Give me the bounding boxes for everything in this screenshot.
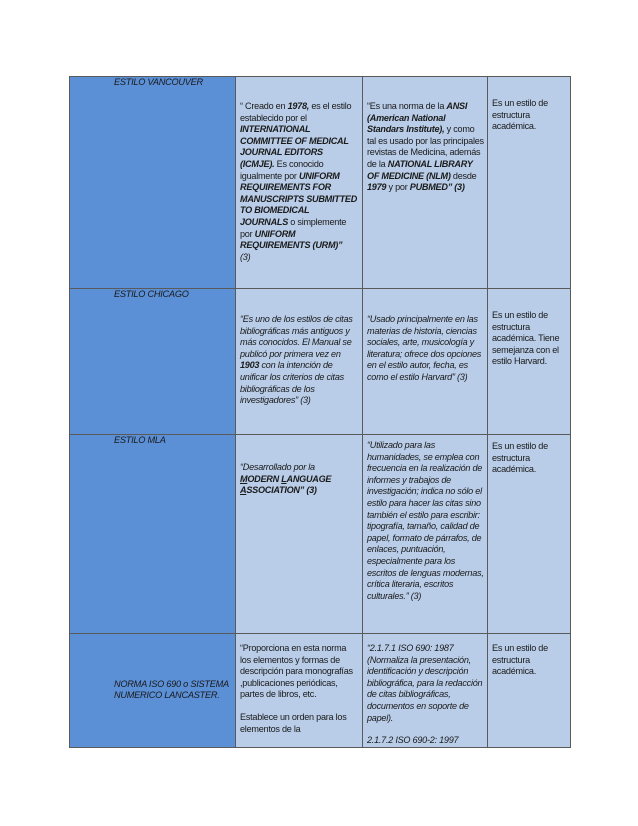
definition-cell [236,289,363,435]
citation-styles-table [69,76,571,748]
type-cell [488,289,571,435]
organization-emphasis: NATIONAL LIBRARY OF MEDICINE (NLM) [367,158,473,181]
year-emphasis: 1978, [287,101,310,111]
type-text: Es un estilo de estructura académica. [492,98,548,132]
text-run: “Proporciona en esta norma los elementos y formas de descripción para monografías ,publicaciones periódicas, partes de libros, etc. [240,643,353,700]
definition-text [236,435,362,497]
text-run: o simplemente por [240,216,347,239]
year-emphasis: 1979 [367,182,387,193]
usage-text: “Utilizado para las humanidades, se emplea con frecuencia en la realización de informes y trabajos de investigación; indica no sólo el estilo para hacer las citas sino también el estilo para escribir: tipografía, tamaño, calidad de papel, formato de párrafos, de enlaces, puntuación, especialmente para los escritos de lenguas modernas, crítica literaria, escritos culturales.” (3) [367,440,484,601]
type-cell [488,435,571,634]
table-row [70,634,571,748]
text-run: 2.1.7.2 ISO 690-2: 1997 [367,735,459,746]
text-run: Es conocido igualmente por [240,158,324,181]
style-name-cell [70,435,236,634]
acronym-letter: A [240,485,247,496]
text-run: “Es uno de los estilos de citas bibliográficas más antiguos y más conocidos. El Manual se publicó por primera vez en [240,314,353,359]
title-emphasis: UNIFORM REQUIREMENTS FOR MANUSCRIPTS SUBMITTED TO BIOMEDICAL JOURNALS [240,170,358,227]
year-emphasis: 1903 [240,360,260,371]
style-name: ESTILO CHICAGO [114,289,189,299]
acronym-letter: L [281,473,287,484]
text-run: es el estilo establecido por el [240,101,352,123]
definition-text [236,289,362,407]
text-run: “Es una norma de la [367,101,447,111]
type-text: Es un estilo de estructura académica. [492,441,548,475]
usage-text: “Usado principalmente en las materias de historia, ciencias sociales, arte, musicología y literatura; ofrece dos opciones en el estilo autor, fecha, es como el estilo Harvard” (3) [367,314,482,382]
table-row [70,77,571,289]
text-run: con la intención de unificar los criterios de citas bibliográficas de los investigadores” (3) [240,360,344,406]
definition-cell [236,77,363,289]
style-name: NORMA ISO 690 o SISTEMA NUMERICO LANCASTER. [114,678,229,701]
style-name: ESTILO VANCOUVER [114,77,203,87]
usage-cell [363,435,488,634]
text-run: “Desarrollado por la [240,462,315,472]
definition-text [236,634,362,735]
style-name-cell [70,77,236,289]
usage-cell [363,634,488,748]
usage-cell [363,77,488,289]
usage-text [363,77,487,194]
style-name-cell [70,289,236,435]
text-run: Establece un orden para los elementos de la [240,711,347,734]
acronym-letter: M [240,473,248,484]
definition-cell [236,435,363,634]
reference-number: (3) [240,251,251,262]
database-emphasis: PUBMED [409,182,448,193]
text-run: “2.1.7.1 ISO 690: 1987 (Normaliza la presentación, identificación y descripción bibliográfica, para la redacción de citas bibliográficas, documentos en soporte de papel). [367,643,483,723]
usage-cell [363,289,488,435]
type-cell [488,77,571,289]
type-text: Es un estilo de estructura académica. [492,643,548,677]
style-name: ESTILO MLA [114,435,166,445]
text-run: “ Creado en [240,101,288,111]
table-row [70,289,571,435]
reference-number: ” (3) [447,182,465,193]
organization-emphasis: INTERNATIONAL COMMITTEE OF MEDICAL JOURNAL EDITORS (ICMJE). [240,124,349,169]
text-run: y por [386,182,410,193]
text-run: y como tal es usado por las principales revistas de Medicina, además de la [367,124,484,169]
style-name-cell [70,634,236,748]
type-text: Es un estilo de estructura académica. Tiene semejanza con el estilo Harvard. [492,310,560,367]
title-emphasis: UNIFORM REQUIREMENTS (URM)” [240,228,343,251]
text-run: desde [450,170,477,181]
organization-emphasis: ANSI (American National Standars Institute), [367,101,468,135]
table-row [70,435,571,634]
usage-text [363,634,487,747]
text-run: ANGUAGE [286,473,332,484]
text-run: SSOCIATION” (3) [246,485,317,496]
definition-text [236,77,362,263]
definition-cell [236,634,363,748]
type-cell [488,634,571,748]
text-run: ODERN [247,473,282,484]
